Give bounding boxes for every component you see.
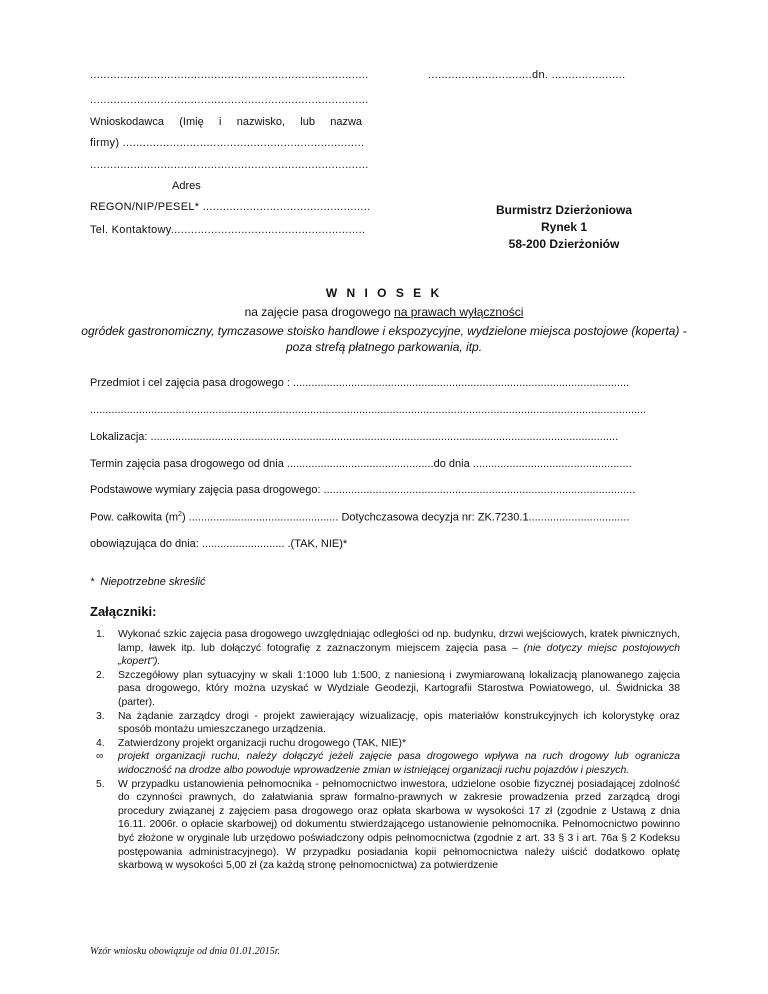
bullet-icon: ∞ <box>96 751 104 763</box>
attachment-item <box>88 750 680 777</box>
footnote: * Niepotrzebne skreślić <box>90 576 206 588</box>
attachment-note: (nie dotyczy miejsc postojowych „kopert"). <box>118 642 680 668</box>
attachments-list <box>88 628 680 873</box>
regon-field[interactable]: REGON/NIP/PESEL* .................................................. <box>90 201 371 213</box>
applicant-label: Wnioskodawca (Imię i nazwisko, lub nazwa <box>90 116 363 128</box>
attachment-text: Wykonać szkic zajęcia pasa drogowego uwzględniając odległości od np. budynku, drzwi wejściowych, kratek piwnicznych, lamp, ławek itp. lub dołączyć fotografię z zaznaczonym miejscem zajęcia pasa – <box>118 629 680 654</box>
purpose-field[interactable]: Przedmiot i cel zajęcia pasa drogowego : .............................................................................................................. <box>90 377 630 389</box>
applicant-line-1[interactable]: ................................................................................... <box>90 94 369 106</box>
attachment-item <box>88 710 680 737</box>
subtitle-underlined: na prawach wyłączności <box>394 305 524 319</box>
attachment-text: Szczegółowy plan sytuacyjny w skali 1:1000 lub 1:500, z naniesioną i zwymiarowaną lokalizacją planowanego zajęcia pasa drogowego, który można uzyskać w Wydziale Geodezji, Kartografii Starostwa Powiatowego, ul. Świdnicka 38 (parter). <box>118 669 680 708</box>
subtitle-prefix: na zajęcie pasa drogowego <box>244 305 395 319</box>
recipient-city: 58-200 Dzierżoniów <box>508 237 620 251</box>
attachment-item <box>88 628 680 669</box>
recipient-name: Burmistrz Dzierżoniowa <box>495 203 633 217</box>
date-line[interactable]: ...............................dn. ...................... <box>428 69 626 81</box>
purpose-continuation-field[interactable]: ...................................................................................................................................................................................... <box>90 404 647 416</box>
area-superscript: 2 <box>178 511 182 518</box>
attachment-number: 2. <box>96 669 105 681</box>
area-suffix: ) ................................................. Dotychczasowa decyzja nr: ZK.7230.1................................. <box>181 511 630 524</box>
attachment-number: 5. <box>96 778 105 790</box>
attachments-heading: Załączniki: <box>90 604 157 619</box>
term-field[interactable]: Termin zajęcia pasa drogowego od dnia ................................................do dnia .................................................... <box>90 458 632 470</box>
recipient-street: Rynek 1 <box>540 220 588 234</box>
document-subtitle <box>0 305 768 319</box>
area-field[interactable] <box>90 511 678 524</box>
document-title: W N I O S E K <box>325 286 443 300</box>
attachment-item <box>88 737 680 751</box>
dimensions-field[interactable]: Podstawowe wymiary zajęcia pasa drogowego: ...................................................................................................... <box>90 484 636 496</box>
phone-field[interactable]: Tel. Kontaktowy.......................................................... <box>90 224 366 236</box>
attachment-number: 1. <box>96 629 105 640</box>
location-field[interactable]: Lokalizacja: ......................................................................................................................................................... <box>90 431 619 443</box>
address-label: Adres <box>172 180 201 192</box>
applicant-line-2[interactable]: ................................................................................... <box>90 159 369 171</box>
area-prefix: Pow. całkowita (m <box>90 511 179 524</box>
attachment-note: projekt organizacji ruchu, należy dołączyć jeżeli zajęcie pasa drogowego wpływa na ruch drogowy lub ogranicza widoczność na drodze albo powoduje wprowadzenie zmian w istniejącej organizacji ruchu pojazdów i pieszych. <box>118 751 680 776</box>
attachment-item <box>88 778 680 873</box>
attachment-number: 3. <box>96 710 105 722</box>
attachment-number: 4. <box>96 737 105 749</box>
document-scope: ogródek gastronomiczny, tymczasowe stoisko handlowe i ekspozycyjne, wydzielone miejsca postojowe (koperta) - poza strefą płatnego parkowania, itp. <box>81 324 687 354</box>
attachment-text: W przypadku ustanowienia pełnomocnika - pełnomocnictwo inwestora, udzielone osobie fizycznej posiadającej zdolność do czynności prawnych, do załatwiania spraw formalno-prawnych w zakresie prowadzenia przed zarządcą drogi procedury związanej z zajęciem pasa drogowego oraz opłata skarbowa w wysokości 17 zł (zgodnie z Ustawą z dnia 16.11. 2006r. o opłacie skarbowej) od dokumentu stwierdzającego ustanowienie pełnomocnika. Pełnomocnictwo powinno być złożone w oryginale lub urzędowo poświadczony odpis pełnomocnictwa (zgodnie z art. 33 § 3 i art. 76a § 2 Kodeksu postępowania administracyjnego). W przypadku posiadania kopii pełnomocnictwa należy uiścić dodatkowo opłatę skarbową w wysokości 5,00 zł (za każdą stronę pełnomocnictwa) za potwierdzenie <box>118 778 680 872</box>
attachment-item <box>88 669 680 710</box>
firm-line[interactable]: firmy) ........................................................................ <box>90 137 365 149</box>
attachment-text: Zatwierdzony projekt organizacji ruchu drogowego (TAK, NIE)* <box>118 737 406 749</box>
valid-until-field[interactable]: obowiązująca do dnia: ........................... .(TAK, NIE)* <box>90 538 348 550</box>
place-line[interactable]: ................................................................................... <box>90 69 369 81</box>
attachment-text: Na żądanie zarządcy drogi - projekt zawierający wizualizację, opis materiałów konstrukcyjnych ich kolorystykę oraz sposób montażu umieszczanego urządzenia. <box>118 710 680 736</box>
footer-note: Wzór wniosku obowiązuje od dnia 01.01.2015r. <box>90 946 281 957</box>
